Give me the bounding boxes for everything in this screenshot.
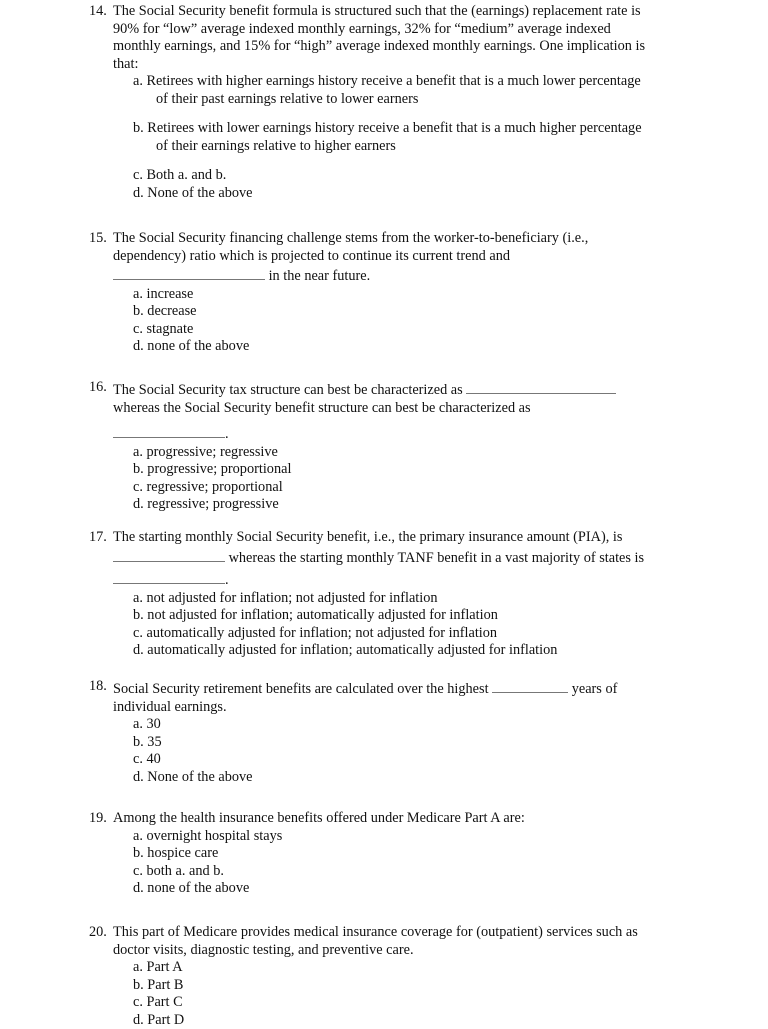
- option-c: c. 40: [133, 751, 689, 769]
- stem-line: Among the health insurance benefits offered under Medicare Part A are:: [113, 810, 689, 828]
- stem-line: [113, 547, 689, 568]
- stem-line: 90% for “low” average indexed monthly earnings, 32% for “medium” average indexed: [113, 21, 689, 39]
- stem-line: [113, 569, 689, 590]
- answer-blank[interactable]: [113, 547, 225, 562]
- option-c: c. Both a. and b.: [133, 167, 689, 185]
- option-a: a. increase: [133, 286, 689, 304]
- question-stem: [89, 230, 689, 286]
- option-line: of their past earnings relative to lower earners: [133, 91, 689, 109]
- question-14: [89, 3, 689, 202]
- question-number: 16.: [89, 379, 107, 397]
- option-b: b. decrease: [133, 303, 689, 321]
- question-number: 14.: [89, 3, 107, 21]
- question-stem: [89, 529, 689, 590]
- options-list: [89, 828, 689, 898]
- option-d: d. automatically adjusted for inflation; automatically adjusted for inflation: [133, 642, 689, 660]
- question-number: 19.: [89, 810, 107, 828]
- question-stem: [89, 810, 689, 828]
- option-c: c. Part C: [133, 994, 689, 1012]
- option-d: d. none of the above: [133, 338, 689, 356]
- stem-text: .: [225, 572, 229, 588]
- options-list: [89, 286, 689, 356]
- option-line: a. Retirees with higher earnings history receive a benefit that is a much lower percentage: [133, 73, 689, 91]
- stem-text: years of: [572, 681, 618, 697]
- option-a: a. Part A: [133, 959, 689, 977]
- option-b: b. not adjusted for inflation; automatically adjusted for inflation: [133, 607, 689, 625]
- stem-line: dependency) ratio which is projected to continue its current trend and: [113, 248, 689, 266]
- question-16: [89, 379, 689, 514]
- options-list: [89, 444, 689, 514]
- question-17: [89, 529, 689, 660]
- option-line: b. Retirees with lower earnings history receive a benefit that is a much higher percentage: [133, 120, 689, 138]
- option-b: b. 35: [133, 734, 689, 752]
- option-b: b. hospice care: [133, 845, 689, 863]
- question-stem: [89, 3, 689, 73]
- options-list: [89, 959, 689, 1029]
- option-b: b. Part B: [133, 977, 689, 995]
- option-line: of their earnings relative to higher earners: [133, 138, 689, 156]
- option-d: d. regressive; progressive: [133, 496, 689, 514]
- options-list: [89, 590, 689, 660]
- option-a: a. overnight hospital stays: [133, 828, 689, 846]
- stem-line: monthly earnings, and 15% for “high” average indexed monthly earnings. One implication is: [113, 38, 689, 56]
- option-c: c. both a. and b.: [133, 863, 689, 881]
- option-a: a. 30: [133, 716, 689, 734]
- option-a: a. progressive; regressive: [133, 444, 689, 462]
- option-b: [133, 120, 689, 155]
- answer-blank[interactable]: [113, 423, 225, 438]
- question-15: [89, 230, 689, 356]
- option-c: c. regressive; proportional: [133, 479, 689, 497]
- stem-line: individual earnings.: [113, 699, 689, 717]
- answer-blank[interactable]: [492, 678, 568, 693]
- options-list: [89, 73, 689, 202]
- question-stem: [89, 379, 689, 444]
- question-number: 17.: [89, 529, 107, 547]
- stem-line: The starting monthly Social Security benefit, i.e., the primary insurance amount (PIA), is: [113, 529, 689, 547]
- option-d: d. None of the above: [133, 769, 689, 787]
- answer-blank[interactable]: [113, 569, 225, 584]
- stem-line: [113, 379, 689, 400]
- option-a: a. not adjusted for inflation; not adjusted for inflation: [133, 590, 689, 608]
- question-stem: [89, 924, 689, 959]
- option-d: d. None of the above: [133, 185, 689, 203]
- option-c: c. automatically adjusted for inflation; not adjusted for inflation: [133, 625, 689, 643]
- stem-line: whereas the Social Security benefit structure can best be characterized as: [113, 400, 689, 418]
- stem-line: The Social Security benefit formula is structured such that the (earnings) replacement rate is: [113, 3, 689, 21]
- option-d: d. none of the above: [133, 880, 689, 898]
- question-19: [89, 810, 689, 898]
- question-number: 18.: [89, 678, 107, 696]
- stem-text: whereas the starting monthly TANF benefit in a vast majority of states is: [229, 550, 645, 566]
- stem-line: The Social Security financing challenge stems from the worker-to-beneficiary (i.e.,: [113, 230, 689, 248]
- answer-blank[interactable]: [466, 379, 616, 394]
- stem-text: Social Security retirement benefits are calculated over the highest: [113, 681, 489, 697]
- stem-text: in the near future.: [269, 268, 371, 284]
- stem-text: The Social Security tax structure can best be characterized as: [113, 382, 463, 398]
- stem-line: [113, 265, 689, 286]
- question-18: [89, 678, 689, 786]
- question-number: 15.: [89, 230, 107, 248]
- option-b: b. progressive; proportional: [133, 461, 689, 479]
- stem-line: [113, 678, 689, 699]
- answer-blank[interactable]: [113, 265, 265, 280]
- option-d: d. Part D: [133, 1012, 689, 1029]
- stem-line: This part of Medicare provides medical insurance coverage for (outpatient) services such as: [113, 924, 689, 942]
- stem-text: .: [225, 426, 229, 442]
- question-20: [89, 924, 689, 1029]
- option-a: [133, 73, 689, 108]
- question-stem: [89, 678, 689, 716]
- stem-line: that:: [113, 56, 689, 74]
- options-list: [89, 716, 689, 786]
- stem-line: doctor visits, diagnostic testing, and preventive care.: [113, 942, 689, 960]
- question-number: 20.: [89, 924, 107, 942]
- option-c: c. stagnate: [133, 321, 689, 339]
- stem-line: [113, 423, 689, 444]
